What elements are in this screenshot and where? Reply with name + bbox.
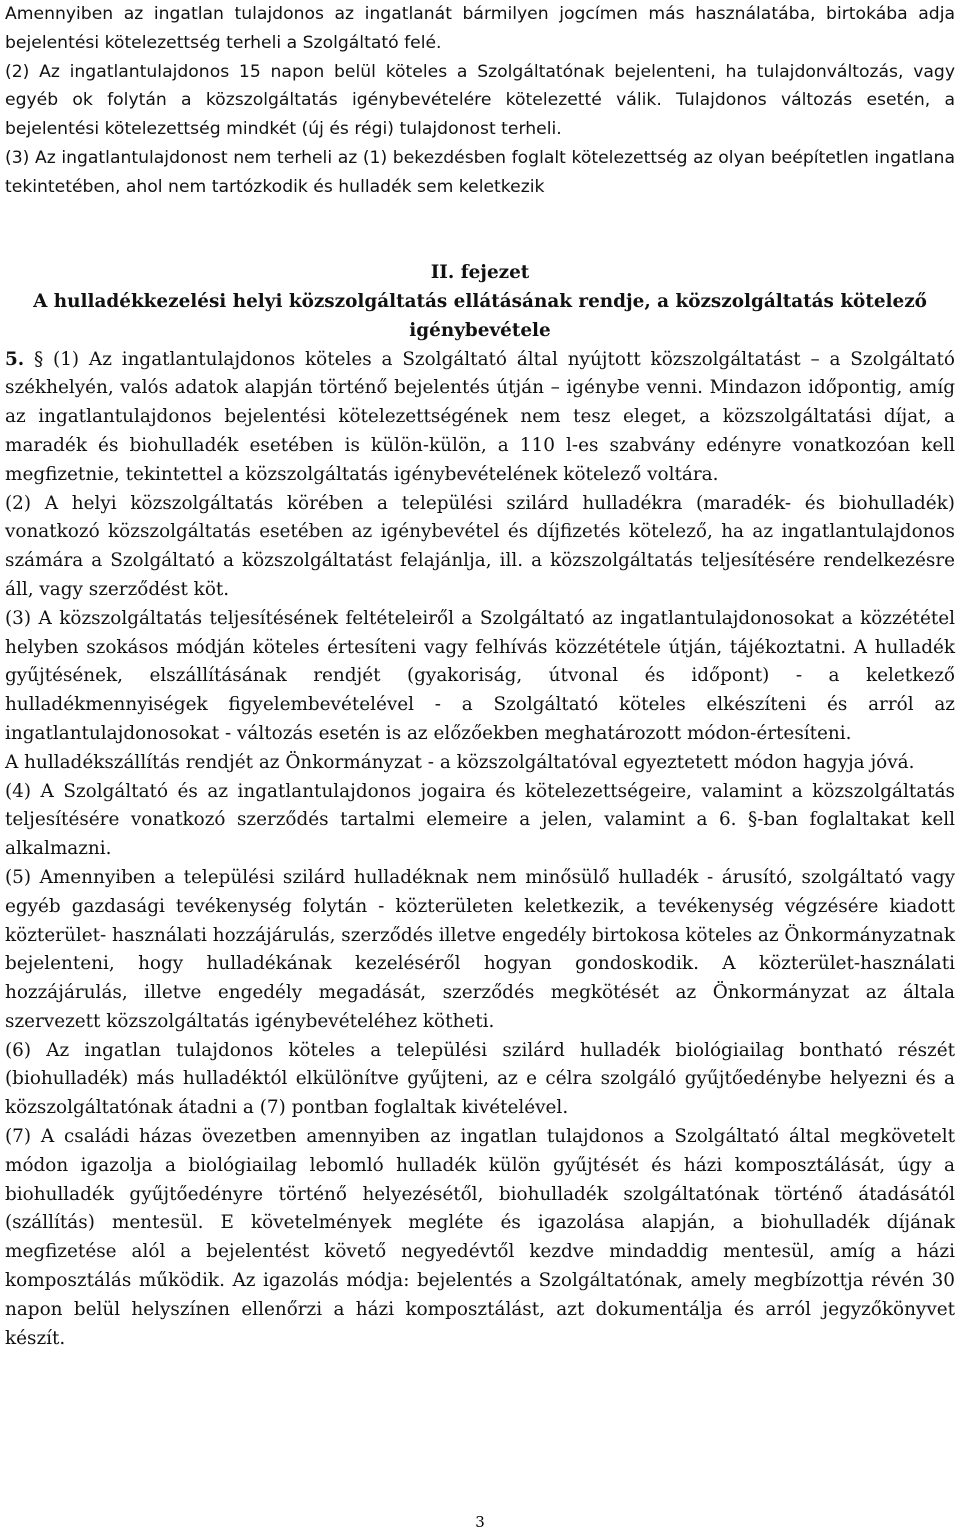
section-5-paragraph-2: (2) A helyi közszolgáltatás körében a települési szilárd hulladékra (maradék- és biohulladék) vonatkozó közszolgáltatás esetében az igénybevétel és díjfizetés kötelező, ha az ingatlantulajdonos számára a Szolgáltató a közszolgáltatást felajánlja, ill. a közszolgáltatás teljesítésére rendelkezésre áll, vagy szerződést köt. <box>5 492 955 600</box>
section-5-paragraph-7: (7) A családi házas övezetben amennyiben az ingatlan tulajdonos a Szolgáltató által megkövetelt módon igazolja a biológiailag lebomló hulladék külön gyűjtését és házi komposztálását, úgy a biohulladék gyűjtőedényre történő helyezésétől, biohulladék szolgáltatónak történő átadásától (szállítás) mentesül. E követelmények megléte és igazolása alapján, a biohulladék díjának megfizetése alól a bejelentést követő negyedévtől kezdve mindaddig mentesül, amíg a házi komposztálás működik. Az igazolás módja: bejelentés a Szolgáltatónak, amely megbízottja révén 30 napon belül helyszínen ellenőrzi a házi komposztálást, azt dokumentálja és arról jegyzőkönyvet készít. <box>5 1126 955 1349</box>
section-5-paragraph-4: (4) A Szolgáltató és az ingatlantulajdonos jogaira és kötelezettségeire, valamint a közszolgáltatás teljesítésére vonatkozó szerződés tartalmi elemeire a jelen, valamint a 6. §-ban foglaltakat kell alkalmazni. <box>5 780 955 860</box>
section-5-text: § (1) Az ingatlantulajdonos köteles a Szolgáltató által nyújtott közszolgáltatást – a Szolgáltató székhelyén, valós adatok alapján történő bejelentés útján – igénybe venni. Mindazon időpontig, amíg az ingatlantulajdonos bejelentési kötelezettségének nem tesz eleget, a közszolgáltatási díjat, a maradék és biohulladék esetében is külön-külön, a 110 l-es szabvány edényre vonatkozóan kell megfizetnie, tekintettel a közszolgáltatás igénybevételének kötelező voltára. <box>5 348 955 485</box>
document-page <box>5 0 955 1353</box>
page-number: 3 <box>475 1513 485 1531</box>
section-5-transport-approval: A hulladékszállítás rendjét az Önkormányzat - a közszolgáltatóval egyeztetett módon hagyja jóvá. <box>5 751 915 773</box>
paragraph-owner-transfer: Amennyiben az ingatlan tulajdonos az ingatlanát bármilyen jogcímen más használatába, birtokába adja bejelentési kötelezettség terheli a Szolgáltató felé. <box>5 4 955 53</box>
spacer <box>5 202 955 260</box>
section-5-paragraph-3: (3) A közszolgáltatás teljesítésének feltételeiről a Szolgáltató az ingatlantulajdonosokat a közzététel helyben szokásos módján köteles értesíteni vagy felhívás közzététele útján, tájékoztatni. A hulladék gyűjtésének, elszállításának rendjét (gyakoriság, útvonal és időpont) - a keletkező hulladékmennyiségek figyelembevételével - a Szolgáltató köteles elkészíteni és arról az ingatlantulajdonosokat - változás esetén is az előzőekben meghatározott módon-értesíteni. <box>5 607 955 744</box>
section-5-paragraph-5: (5) Amennyiben a települési szilárd hulladéknak nem minősülő hulladék - árusító, szolgáltató vagy egyéb gazdasági tevékenység folytán - közterületen keletkezik, a tevékenység végzésére kiadott közterület- használati hozzájárulás, szerződés illetve engedély birtokosa köteles az Önkormányzatnak bejelenteni, hogy hulladékának kezeléséről hogyan gondoskodik. A közterület-használati hozzájárulás, illetve engedély megadását, szerződés megkötését az Önkormányzat az általa szervezett közszolgáltatás igénybevételéhez kötheti. <box>5 866 955 1032</box>
section-number: 5. <box>5 348 25 370</box>
section-5-paragraph-1 <box>5 346 955 490</box>
paragraph-2-notification: (2) Az ingatlantulajdonos 15 napon belül köteles a Szolgáltatónak bejelenteni, ha tulajdonváltozás, vagy egyéb ok folytán a közszolgáltatás igénybevételére kötelezetté válik. Tulajdonos változás esetén, a bejelentési kötelezettség mindkét (új és régi) tulajdonost terheli. <box>5 61 955 140</box>
chapter-title: A hulladékkezelési helyi közszolgáltatás ellátásának rendje, a közszolgáltatás kötelező igénybevétele <box>33 290 927 341</box>
chapter-heading: II. fejezet <box>430 262 530 284</box>
section-5-paragraph-6: (6) Az ingatlan tulajdonos köteles a települési szilárd hulladék biológiailag bontható részét (biohulladék) más hulladéktól elkülönítve gyűjteni, az e célra szolgáló gyűjtőedénybe helyezni és a közszolgáltatónak átadni a (7) pontban foglaltak kivételével. <box>5 1039 955 1119</box>
paragraph-3-exemption: (3) Az ingatlantulajdonost nem terheli az (1) bekezdésben foglalt kötelezettség az olyan beépítetlen ingatlana tekintetében, ahol nem tartózkodik és hulladék sem keletkezik <box>5 147 955 197</box>
